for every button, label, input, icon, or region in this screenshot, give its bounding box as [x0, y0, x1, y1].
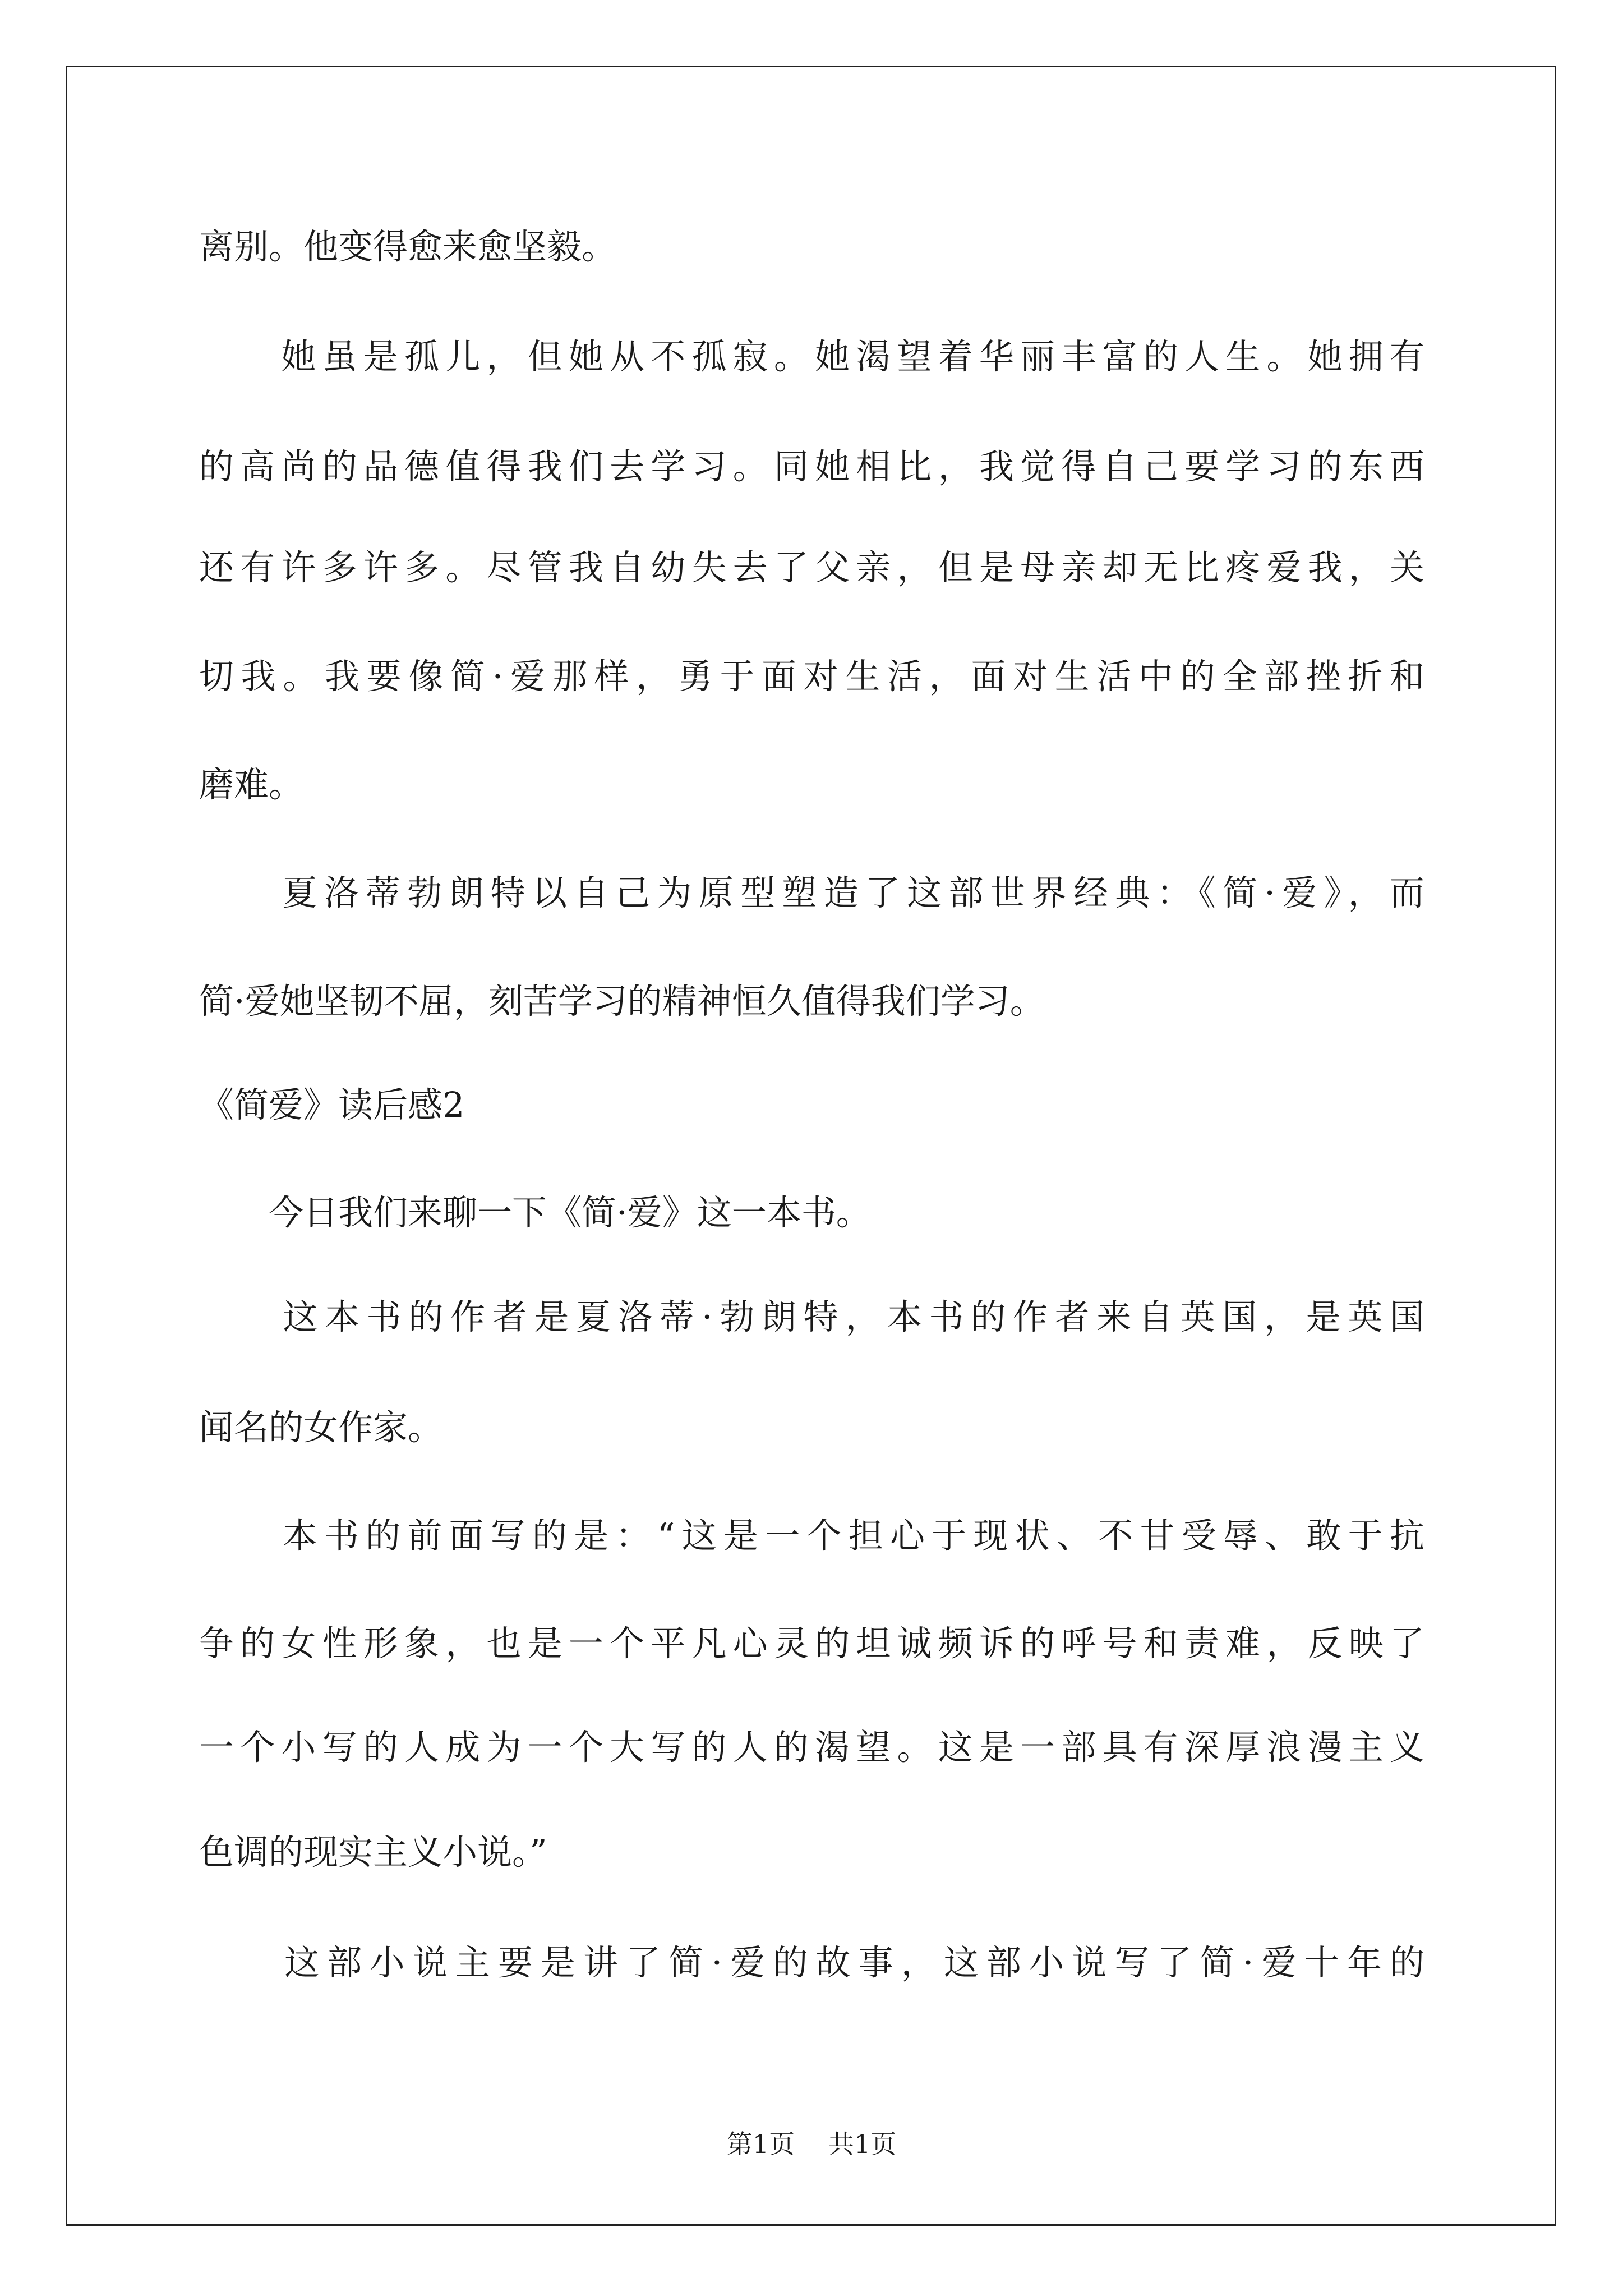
body-line: 离别。他变得愈来愈坚毅。 [199, 226, 617, 267]
page-total: 共1页 [828, 2129, 897, 2159]
page-number: 第1页 [726, 2129, 795, 2159]
page-footer [0, 2127, 1623, 2161]
body-line: 磨难。 [199, 764, 304, 805]
page-border [66, 66, 1556, 2226]
body-line: 今日我们来聊一下《简·爱》这一本书。 [199, 1192, 871, 1233]
body-line: 闻名的女作家。 [199, 1407, 443, 1448]
body-line: 一个小写的人成为一个大写的人的渴望。这是一部具有深厚浪漫主义 [199, 1727, 1424, 1768]
body-line: 这部小说主要是讲了简·爱的故事，这部小说写了简·爱十年的 [199, 1942, 1424, 1983]
section-heading: 《简爱》读后感2 [199, 1084, 465, 1125]
body-line: 切我。我要像简·爱那样，勇于面对生活，面对生活中的全部挫折和 [199, 656, 1424, 697]
body-line: 夏洛蒂勃朗特以自己为原型塑造了这部世界经典：《简·爱》，而 [199, 872, 1424, 913]
body-line: 的高尚的品德值得我们去学习。同她相比，我觉得自己要学习的东西 [199, 446, 1424, 487]
body-line: 这本书的作者是夏洛蒂·勃朗特，本书的作者来自英国，是英国 [199, 1296, 1424, 1337]
body-line: 还有许多许多。尽管我自幼失去了父亲，但是母亲却无比疼爱我，关 [199, 547, 1424, 588]
body-line: 她虽是孤儿，但她从不孤寂。她渴望着华丽丰富的人生。她拥有 [199, 336, 1424, 377]
body-line: 简·爱她坚韧不屈，刻苦学习的精神恒久值得我们学习。 [199, 981, 1045, 1022]
body-line: 色调的现实主义小说。” [199, 1832, 547, 1872]
body-line: 争的女性形象，也是一个平凡心灵的坦诚频诉的呼号和责难，反映了 [199, 1623, 1424, 1664]
body-line: 本书的前面写的是：“这是一个担心于现状、不甘受辱、敢于抗 [199, 1515, 1424, 1556]
